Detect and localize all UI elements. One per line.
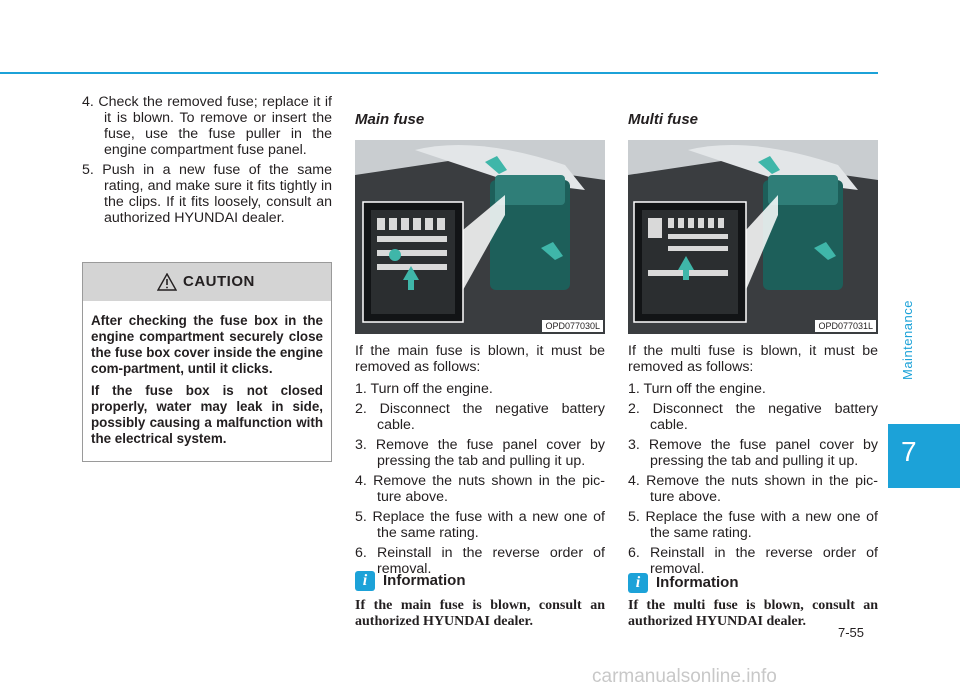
caution-body bbox=[83, 301, 331, 447]
caution-header bbox=[83, 263, 331, 301]
image-code: OPD077031L bbox=[815, 320, 876, 332]
chapter-number: 7 bbox=[901, 436, 917, 467]
step-4: 4. Check the removed fuse; replace it if it is blown. To remove or insert the fuse, use the fuse puller in the engine compartment fuse panel. bbox=[82, 94, 332, 158]
multi-fuse-procedure bbox=[628, 343, 878, 581]
step: 1. Turn off the engine. bbox=[628, 381, 766, 397]
info-text: If the main fuse is blown, consult an authorized HYUNDAI dealer. bbox=[355, 598, 605, 629]
caution-title: CAUTION bbox=[183, 273, 255, 290]
main-fuse-intro: If the main fuse is blown, it must be removed as follows: bbox=[355, 343, 605, 375]
step: 3. Remove the fuse panel cover by pressing the tab and pulling it up. bbox=[355, 437, 605, 469]
step: 1. Turn off the engine. bbox=[355, 381, 493, 397]
caution-box bbox=[82, 262, 332, 462]
multi-fuse-title: Multi fuse bbox=[628, 111, 698, 128]
multi-fuse-intro: If the multi fuse is blown, it must be removed as follows: bbox=[628, 343, 878, 375]
step: 5. Replace the fuse with a new one of the same rating. bbox=[628, 509, 878, 541]
info-title: Information bbox=[383, 572, 466, 589]
page-number: 7-55 bbox=[838, 625, 865, 640]
main-fuse-photo bbox=[355, 140, 605, 334]
step: 3. Remove the fuse panel cover by pressing the tab and pulling it up. bbox=[628, 437, 878, 469]
step: 2. Disconnect the negative battery cable. bbox=[355, 401, 605, 433]
main-fuse-procedure bbox=[355, 343, 605, 581]
step: 2. Disconnect the negative battery cable. bbox=[628, 401, 878, 433]
image-code: OPD077030L bbox=[542, 320, 603, 332]
section-label: Maintenance bbox=[900, 300, 915, 380]
caution-paragraph: If the fuse box is not closed properly, water may leak in side, possibly causing a malfunction with the electrical system. bbox=[91, 383, 323, 446]
warning-triangle-icon bbox=[157, 273, 177, 291]
multi-fuse-photo bbox=[628, 140, 878, 334]
chapter-tab[interactable] bbox=[888, 424, 960, 488]
step: 6. Reinstall in the reverse order of removal. bbox=[628, 545, 878, 577]
main-fuse-title: Main fuse bbox=[355, 111, 425, 128]
engine-bay-illustration bbox=[628, 140, 878, 334]
step: 5. Replace the fuse with a new one of the same rating. bbox=[355, 509, 605, 541]
header-rule bbox=[0, 72, 878, 74]
step-5: 5. Push in a new fuse of the same rating, and make sure it fits tightly in the clips. If it fits loosely, consult an authorized HYUNDAI dealer. bbox=[82, 162, 332, 226]
info-text: If the multi fuse is blown, consult an authorized HYUNDAI dealer. bbox=[628, 598, 878, 629]
info-icon: i bbox=[355, 571, 375, 591]
step: 6. Reinstall in the reverse order of removal. bbox=[355, 545, 605, 577]
left-steps bbox=[82, 94, 332, 230]
caution-paragraph: After checking the fuse box in the engine compartment securely close the fuse box cover inside the engine com-partment, until it clicks. bbox=[91, 313, 323, 376]
info-icon: i bbox=[628, 573, 648, 593]
engine-bay-illustration bbox=[355, 140, 605, 334]
step: 4. Remove the nuts shown in the pic-ture above. bbox=[628, 473, 878, 505]
step: 4. Remove the nuts shown in the pic-ture above. bbox=[355, 473, 605, 505]
info-title: Information bbox=[656, 574, 739, 591]
footer-watermark: carmanualsonline.info bbox=[592, 666, 777, 687]
